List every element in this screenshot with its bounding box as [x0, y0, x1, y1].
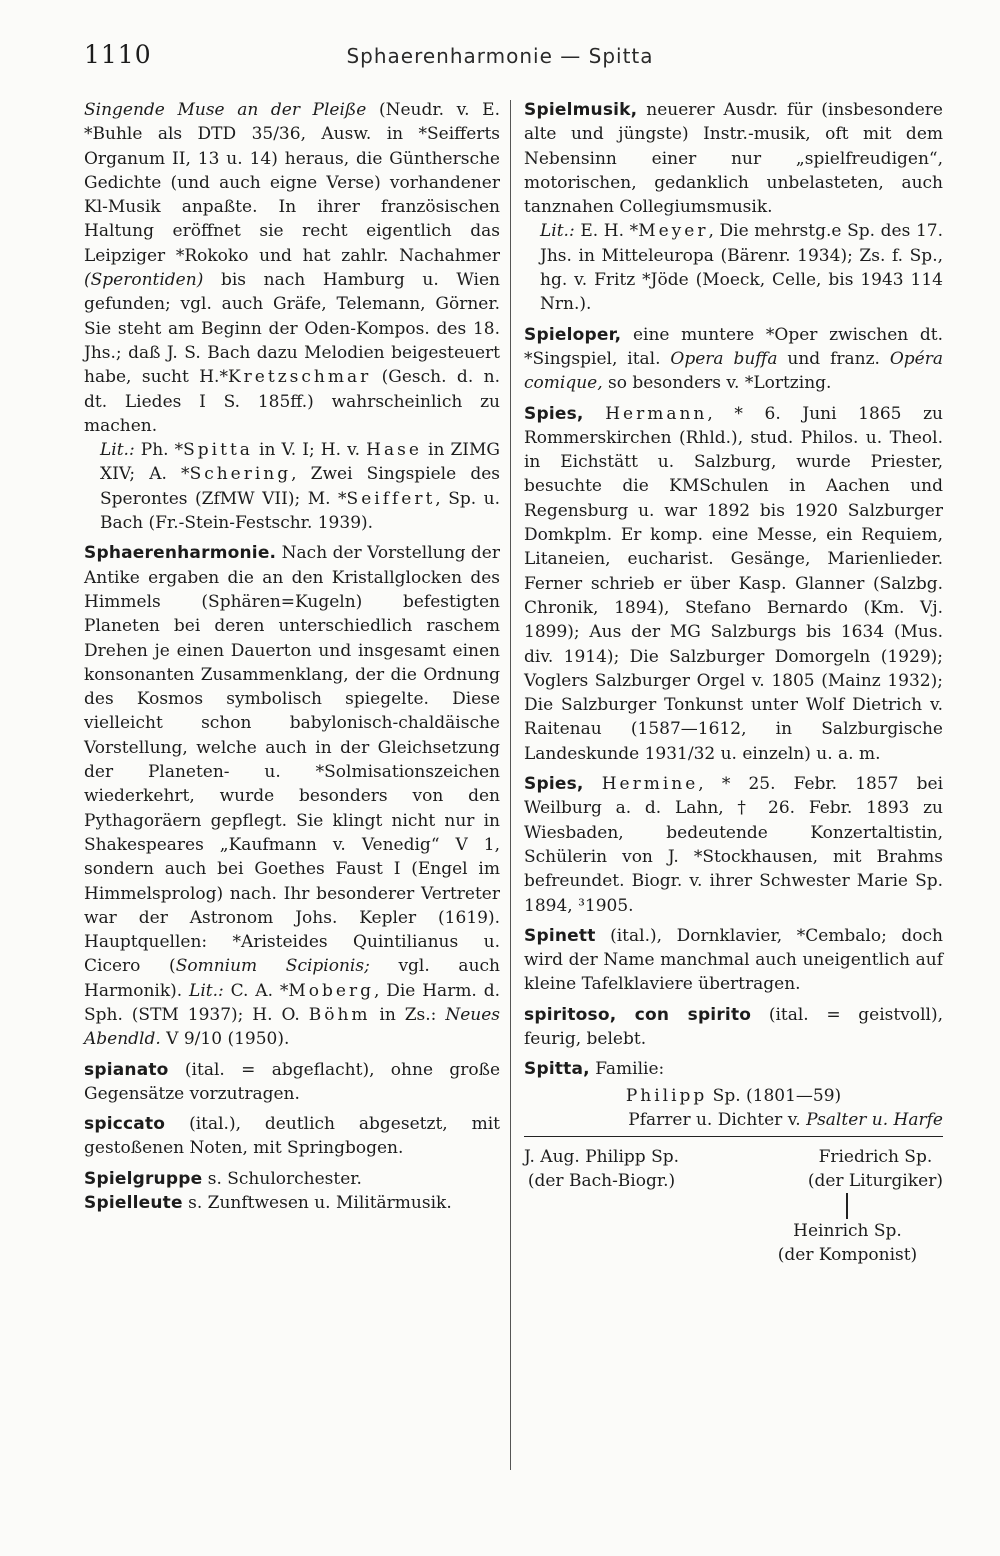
- entry-text: (Neudr. v. E. *Buhle als DTD 35/36, Ausw. in *Seifferts Organum II, 13 u. 14) heraus, die Günthersche Gedichte (und auch eigne Verse) vorhandener Kl-Musik anpaßte. In ihrer französischen Haltung eröffnet sie recht eigentlich das Leipziger *Rokoko und hat zahlr. Nachahmer: [84, 100, 500, 266]
- entry-text: bis nach Hamburg u. Wien gefunden; vgl. auch Gräfe, Telemann, Görner. Sie steht am Beginn der Oden-Kompos. des 18. Jhs.; daß J. S. Bach dazu Melodien beigesteuert habe, sucht H.*: [84, 270, 500, 388]
- left-column: [84, 98, 500, 1215]
- entry-spies-hermann: [524, 402, 943, 766]
- literature-block: [524, 219, 943, 316]
- person-name: J. Aug. Philipp Sp.: [524, 1147, 680, 1168]
- work-title: Somnium Scipionis;: [175, 956, 370, 977]
- entry-text: eine muntere *Oper zwischen dt. *Singspiel, ital.: [524, 324, 943, 369]
- family-tree-child-left: [524, 1145, 679, 1193]
- entry-spianato: [84, 1058, 500, 1107]
- entry-spies-hermine: [524, 772, 943, 918]
- entry-continuation: [84, 98, 500, 438]
- spitta-heading: [524, 1057, 943, 1081]
- family-tree-children: [524, 1145, 943, 1193]
- headword: spiccato: [84, 1114, 166, 1135]
- headword: Spielleute: [84, 1193, 183, 1214]
- entry-text: so besonders v. *Lortzing.: [602, 373, 832, 394]
- family-tree-child-right: [808, 1145, 943, 1193]
- work-title: Psalter u. Harfe: [806, 1109, 943, 1130]
- author-spitta: Spitta: [183, 440, 253, 461]
- right-column: [524, 98, 943, 1268]
- lit-text: Ph. *: [134, 440, 184, 461]
- author-schering: Schering: [189, 464, 292, 485]
- author-kretzschmar: Kretzschmar: [227, 367, 372, 388]
- family-tree-grandchild: [524, 1219, 943, 1268]
- headword: Spitta,: [524, 1059, 590, 1080]
- entry-spiritoso: [524, 1003, 943, 1052]
- author-hase: Hase: [366, 440, 422, 461]
- lit-text: E. H. *: [574, 221, 639, 242]
- lit-text: , Sp. u. Bach (Fr.-Stein-Festschr. 1939).: [100, 488, 501, 534]
- entry-text: s. Zunftwesen u. Militärmusik.: [182, 1193, 452, 1214]
- headword: Spielgruppe: [84, 1168, 203, 1189]
- person-desc: (der Komponist): [777, 1245, 918, 1266]
- entry-text: Sp. (1801—59): [707, 1085, 842, 1106]
- entry-text: , Die Harm. d. Sph. (STM 1937); H. O.: [84, 980, 500, 1025]
- headword: spianato: [84, 1059, 169, 1080]
- lit-label: Lit.:: [100, 440, 135, 461]
- headword: Spies,: [524, 774, 584, 795]
- lit-label: Lit.:: [189, 980, 224, 1001]
- entry-spitta: [524, 1057, 943, 1267]
- entry-text: vgl. auch Harmonik).: [84, 956, 500, 1001]
- literature-block: [84, 438, 500, 535]
- entry-text: (Gesch. d. n. dt. Liedes I S. 185ff.) wahrscheinlich zu machen.: [84, 367, 500, 436]
- headword: Spieloper,: [524, 324, 622, 345]
- lit-text: in V. I; H. v.: [252, 440, 367, 461]
- entry-text: V 9/10 (1950).: [160, 1029, 290, 1050]
- entry-text: , * 6. Juni 1865 zu Rommerskirchen (Rhld.), stud. Philos. u. Theol. in Eichstätt u. Salzburg, wurde Priester, besuchte die KMSchulen in Aachen und Regensburg u. war 1892 bis 1920 Salzburger Domkplm. Er komp. eine Messe, ein Requiem, Litaneien, eucharist. Gesänge, Marienlieder. Ferner schrieb er über Kasp. Glanner (Salzbg. Chronik, 1894), Stefano Bernardo (Km. Vj. 1899); Aus der MG Salzburgs bis 1634 (Mus. div. 1914); Die Salzburger Domorgeln (1929); Voglers Salzburger Orgel v. 1805 (Mainz 1932); Die Salzburger Tonkunst unter Wolf Dietrich v. Raitenau (1587—1612, in Salzburgische Landeskunde 1931/32 u. einzeln) u. a. m.: [524, 403, 943, 764]
- entry-text: (ital. = abgeflacht), ohne große Gegensätze vorzutragen.: [84, 1059, 500, 1104]
- author-boehm: Böhm: [308, 1004, 371, 1025]
- person-name: Hermine: [601, 774, 699, 795]
- entry-spieloper: [524, 323, 943, 396]
- running-head: Sphaerenharmonie — Spitta: [346, 44, 654, 68]
- lit-text: , Die mehrstg.e Sp. des 17. Jhs. in Mitteleuropa (Bärenr. 1934); Zs. f. Sp., hg. v. Fritz *Jöde (Moeck, Celle, bis 1943 114 Nrn.).: [540, 221, 943, 315]
- entry-text: , * 25. Febr. 1857 bei Weilburg a. d. Lahn, † 26. Febr. 1893 zu Wiesbaden, bedeutende Konzertaltistin, Schülerin von J. *Stockhausen, mit Brahms befreundet. Biogr. v. ihrer Schwester Marie Sp. 1894, ³1905.: [524, 774, 944, 916]
- entry-text: (ital.), Dornklavier, *Cembalo; doch wird der Name manchmal auch uneigentlich auf kleine Tafelklaviere übertragen.: [524, 925, 943, 995]
- family-tree-connector: [846, 1193, 848, 1219]
- person-name: Philipp: [625, 1085, 708, 1106]
- entry-text: (ital. = geistvoll), feurig, belebt.: [524, 1004, 943, 1049]
- term-opera-buffa: Opera buffa: [670, 348, 778, 369]
- lit-text: , Zwei Singspiele des Sperontes (ZfMW VII); M. *: [100, 464, 500, 509]
- entry-text: C. A. *: [223, 980, 289, 1001]
- entry-text: s. Schulorchester.: [202, 1168, 362, 1189]
- headword: spiritoso, con spirito: [524, 1004, 752, 1025]
- entry-text: Nach der Vorstellung der Antike ergaben die an den Kristallglocken des Himmels (Sphären=Kugeln) befestigten Planeten bei deren unterschiedlich raschem Drehen je einen Dauerton und insgesamt einen konsonanten Zusammenklang, der die Ordnung des Kosmos symbolisch spiegelte. Diese vielleicht schon babylonisch-chaldäische Vorstellung, welche auch in der Gleichsetzung der Planeten- u. *Solmisationszeichen wiederkehrt, wurde besonders von den Pythagoräern gepflegt. Sie klingt nicht nur in Shakespeares „Kaufmann v. Venedig“ V 1, sondern auch bei Goethes Faust I (Engel im Himmelsprolog) nach. Ihr besonderer Vertreter war der Astronom Johs. Kepler (1619). Hauptquellen: *Aristeides Quintilianus u. Cicero (: [84, 543, 500, 977]
- entry-text: neuerer Ausdr. für (insbesondere alte und jüngste) Instr.-musik, oft mit dem Nebensinn einer nur „spielfreudigen“, motorischen, gedanklich unbelasteten, auch tanznahen Collegiumsmusik.: [524, 100, 943, 218]
- family-tree-root: [524, 1084, 943, 1108]
- entry-text: Pfarrer u. Dichter v.: [628, 1109, 807, 1130]
- author-meyer: Meyer: [638, 221, 709, 242]
- person-name: Hermann: [605, 403, 708, 424]
- headword: Sphaerenharmonie.: [84, 543, 277, 564]
- entry-text: Familie:: [589, 1059, 665, 1080]
- page-number: 1110: [84, 40, 152, 69]
- person-desc: (der Bach-Biogr.): [527, 1171, 676, 1192]
- entry-spielgruppe: [84, 1167, 500, 1191]
- work-title: Singende Muse an der Pleiße: [84, 100, 367, 120]
- entry-spiccato: [84, 1112, 500, 1161]
- family-tree-rule: [524, 1136, 943, 1137]
- person-desc: (der Liturgiker): [807, 1171, 943, 1192]
- lit-label: Lit.:: [540, 221, 575, 242]
- sperontiden-term: (Sperontiden): [84, 270, 204, 291]
- lit-text: in ZIMG XIV; A. *: [100, 440, 500, 485]
- author-moberg: Moberg: [288, 980, 374, 1001]
- entry-sphaerenharmonie: [84, 541, 500, 1051]
- term-opera-comique: Opéra comique,: [524, 348, 943, 394]
- headword: Spies,: [524, 403, 584, 424]
- headword: Spielmusik,: [524, 100, 638, 120]
- work-title: Neues Abendld.: [84, 1004, 501, 1050]
- family-tree-root-desc: [524, 1108, 943, 1132]
- person-name: Heinrich Sp.: [793, 1221, 902, 1242]
- person-name: Friedrich Sp.: [818, 1147, 933, 1168]
- headword: Spinett: [524, 925, 596, 946]
- entry-spielleute: [84, 1191, 500, 1215]
- entry-text: in Zs.:: [370, 1004, 446, 1025]
- entry-spinett: [524, 924, 943, 997]
- column-rule: [510, 100, 511, 1470]
- entry-text: und franz.: [777, 348, 890, 369]
- entry-text: (ital.), deutlich abgesetzt, mit gestoßenen Noten, mit Springbogen.: [84, 1114, 500, 1159]
- entry-spielmusik: [524, 98, 943, 219]
- author-seiffert: Seiffert: [346, 488, 436, 509]
